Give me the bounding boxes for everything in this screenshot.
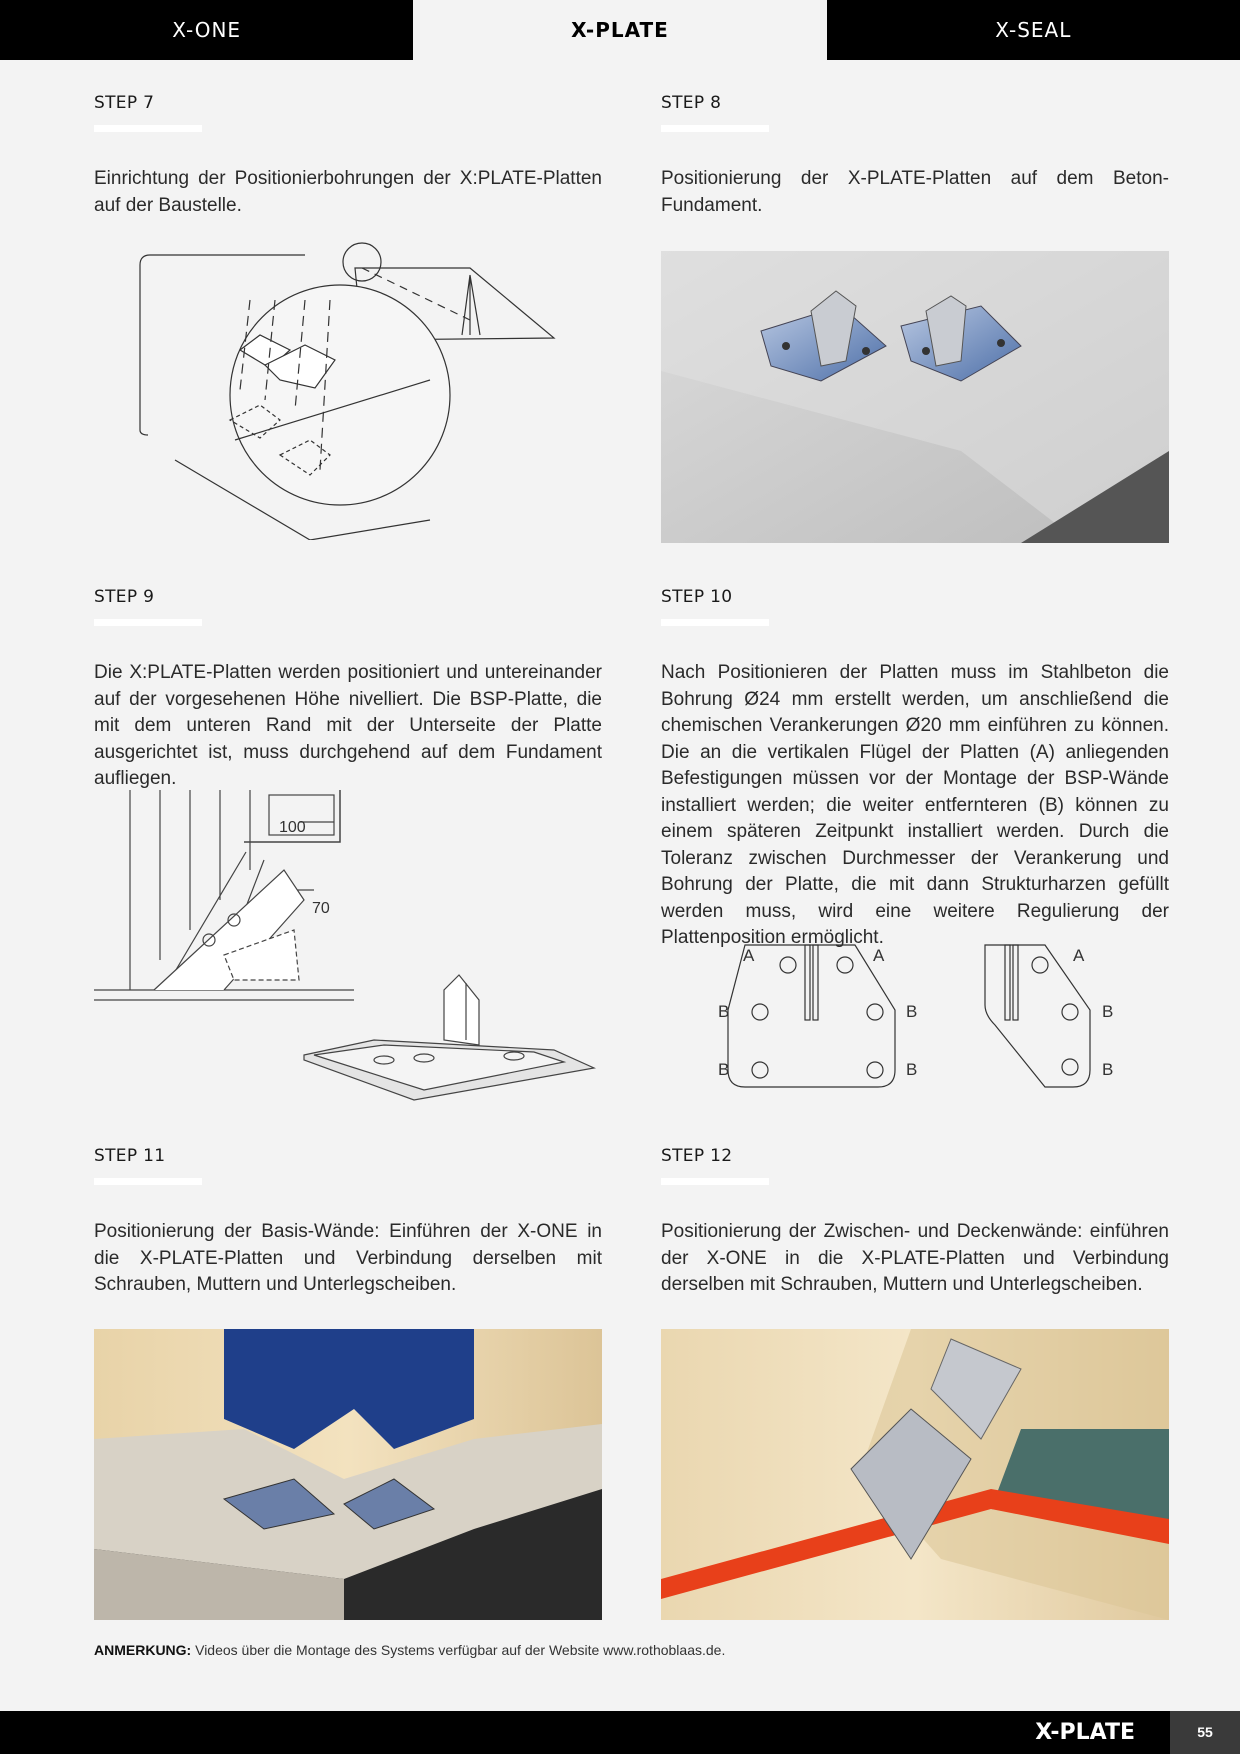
label-b: B: [718, 1060, 730, 1079]
dimension-100: 100: [279, 819, 306, 836]
step-text: Einrichtung der Positionierbohrungen der X:PLATE-Platten auf der Baustelle.: [94, 168, 602, 216]
step-11: [94, 1146, 602, 1299]
label-b: B: [1102, 1060, 1114, 1079]
step-7: [94, 93, 602, 219]
step-text: Die X:PLATE-Platten werden positioniert und untereinander auf der vorgesehenen Höhe nivelliert. Die BSP-Platte, die mit dem unteren Rand mit der Unterseite der Platte ausgerichtet ist, muss durchgehend auf dem Fundament aufliegen.: [94, 662, 602, 789]
title-underline: [661, 619, 769, 626]
dimension-70: 70: [312, 900, 330, 917]
footer-title: X-PLATE: [1035, 1720, 1135, 1745]
step-title: STEP 8: [661, 93, 722, 113]
anchor-layout-drawing: [700, 935, 1130, 1095]
label-b: B: [1102, 1002, 1114, 1021]
tab-x-plate[interactable]: X-PLATE: [413, 0, 826, 60]
label-b: B: [718, 1002, 730, 1021]
label-a: A: [743, 946, 755, 965]
step-title: STEP 9: [94, 587, 155, 607]
title-underline: [94, 1178, 202, 1185]
label-b: B: [906, 1060, 918, 1079]
title-underline: [94, 619, 202, 626]
step-10: [661, 587, 1169, 952]
top-tab-bar: [0, 0, 1240, 60]
step-text: Positionierung der X-PLATE-Platten auf dem Beton-Fundament.: [661, 168, 1169, 216]
plates-on-concrete-render: [661, 251, 1169, 543]
step-text: Positionierung der Basis-Wände: Einführen der X-ONE in die X-PLATE-Platten und Verbindung derselben mit Schrauben, Muttern und Unterlegscheiben.: [94, 1221, 602, 1295]
note-label: ANMERKUNG:: [94, 1642, 192, 1658]
step-title: STEP 11: [94, 1146, 166, 1166]
title-underline: [661, 125, 769, 132]
note-text: Videos über die Montage des Systems verfügbar auf der Website www.rothoblaas.de.: [191, 1642, 726, 1658]
step-text: Positionierung der Zwischen- und Deckenwände: einführen der X-ONE in die X-PLATE-Platten und Verbindung derselben mit Schrauben, Muttern und Unterlegscheiben.: [661, 1221, 1169, 1295]
assembly-note: [94, 1642, 725, 1658]
tab-x-one[interactable]: X-ONE: [0, 0, 413, 60]
step-title: STEP 12: [661, 1146, 733, 1166]
step-title: STEP 7: [94, 93, 155, 113]
title-underline: [94, 125, 202, 132]
drilling-setup-drawing: [130, 240, 570, 540]
page-number: 55: [1170, 1711, 1240, 1754]
label-b: B: [906, 1002, 918, 1021]
plate-leveling-drawing: [94, 790, 602, 1106]
tab-x-seal[interactable]: X-SEAL: [827, 0, 1240, 60]
intermediate-walls-render: [661, 1329, 1169, 1620]
step-title: STEP 10: [661, 587, 733, 607]
step-8: [661, 93, 1169, 219]
title-underline: [661, 1178, 769, 1185]
step-text: Nach Positionieren der Platten muss im Stahlbeton die Bohrung Ø24 mm erstellt werden, um anschließend die chemischen Verankerungen Ø20 mm einführen zu können. Die an die vertikalen Flügel der Platten (A) anliegenden Befestigungen müssen vor der Montage der BSP-Wände installiert werden; die weiter entfernteren (B) können zu einem späteren Zeitpunkt installiert werden. Durch die Toleranz zwischen Durchmesser der Verankerung und Bohrung der Platte, die mit dann Strukturharzen gefüllt werden muss, wird eine weitere Regulierung der Plattenposition ermöglicht.: [661, 662, 1169, 948]
label-a: A: [1073, 946, 1085, 965]
step-9: [94, 587, 602, 793]
label-a: A: [873, 946, 885, 965]
page-footer: [0, 1711, 1240, 1754]
step-12: [661, 1146, 1169, 1299]
base-walls-render: [94, 1329, 602, 1620]
